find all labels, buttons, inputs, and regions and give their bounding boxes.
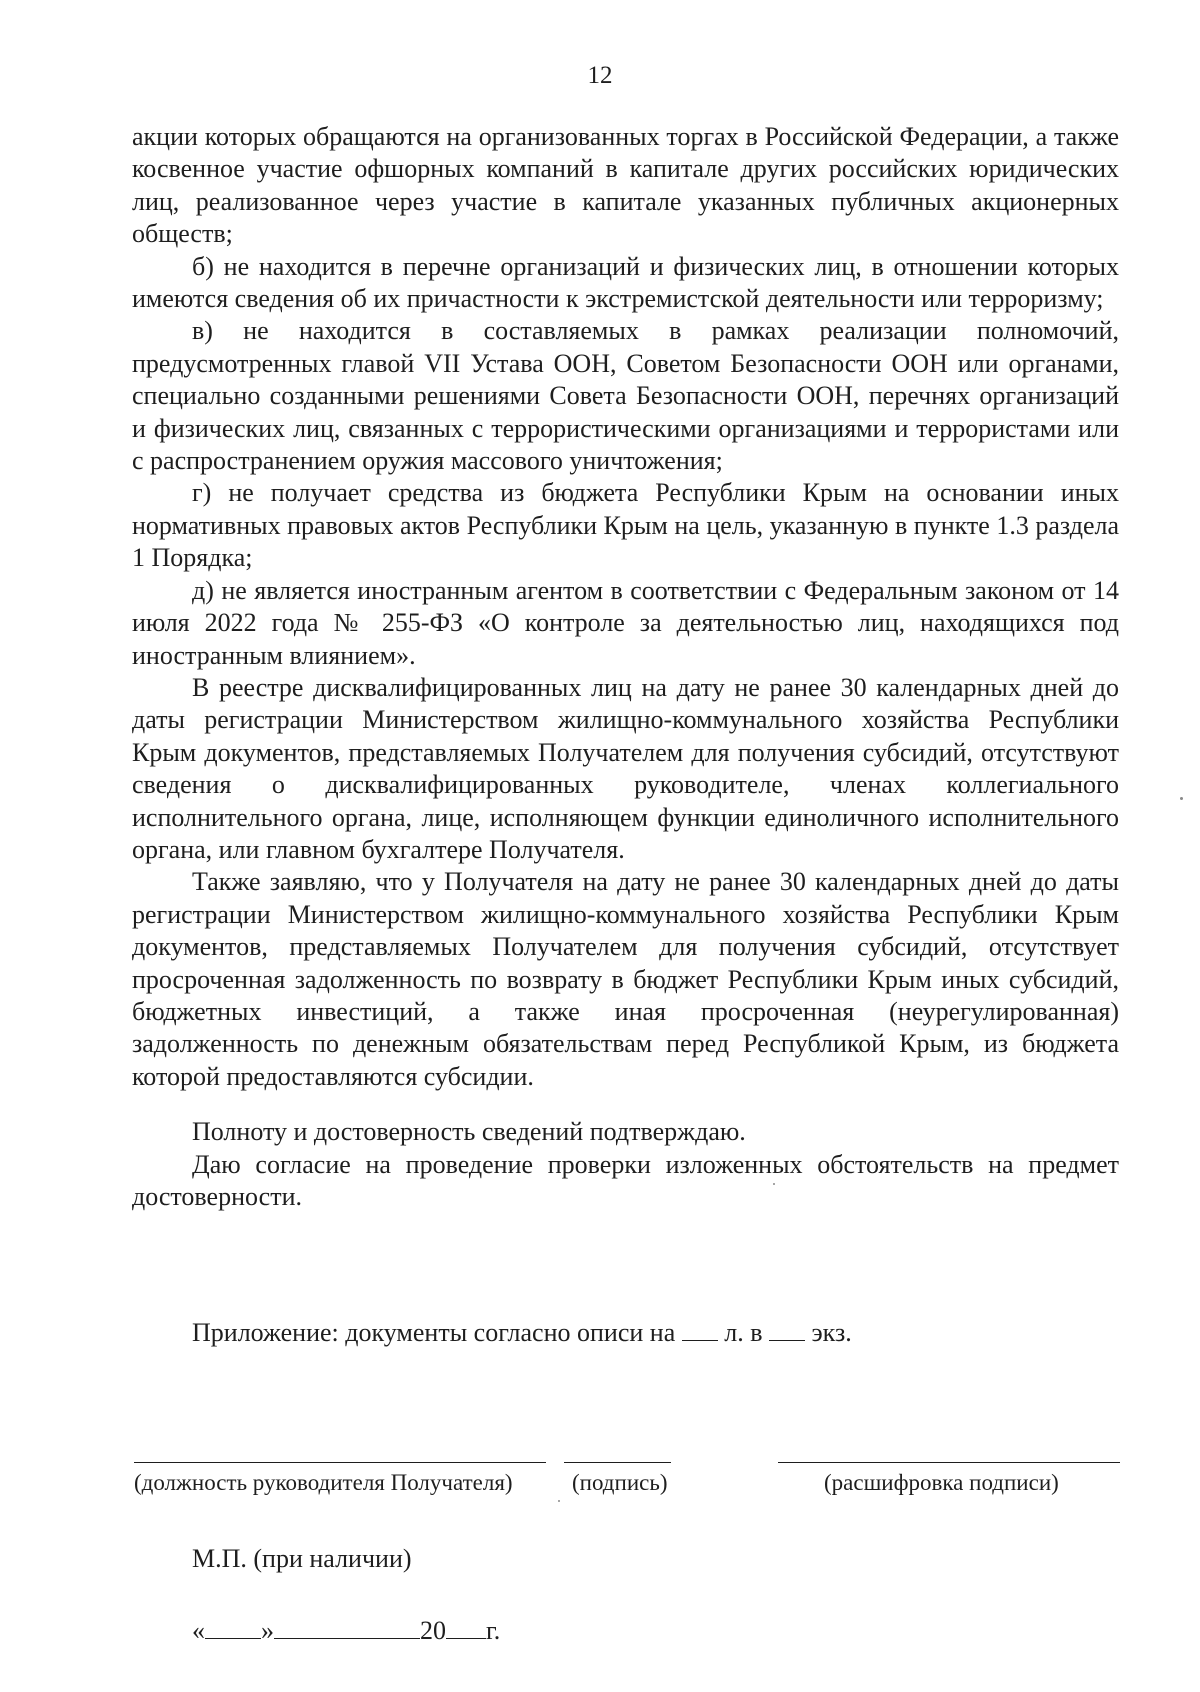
paragraph-disqualified-registry: В реестре дисквалифицированных лиц на дату не ранее 30 календарных дней до даты регистрации Министерством жилищно-коммунального хозяйства Республики Крым документов, представляемых Получателем для получения субсидий, отсутствуют сведения о дисквалифицированных руководителе, членах коллегиального исполнительного органа, лице, исполняющем функции единоличного исполнительного органа, или главном бухгалтере Получателя. <box>132 672 1119 864</box>
date-open-quote: « <box>192 1616 205 1645</box>
signature-caption: (подпись) <box>572 1470 668 1495</box>
consent-statement: Даю согласие на проведение проверки изложенных обстоятельств на предмет достоверности. <box>132 1149 1119 1211</box>
confirmation-statement: Полноту и достоверность сведений подтверждаю. <box>192 1117 746 1147</box>
sheets-count-field[interactable] <box>682 1318 718 1341</box>
signature-line[interactable] <box>564 1462 671 1463</box>
paragraph-item-b: б) не находится в перечне организаций и физических лиц, в отношении которых имеются сведения об их причастности к экстремистской деятельности или терроризму; <box>132 251 1119 314</box>
attachment-line <box>192 1318 852 1348</box>
paragraph-item-d: д) не является иностранным агентом в соответствии с Федеральным законом от 14 июля 2022 года № 255-ФЗ «О контроле за деятельностью лиц, находящихся под иностранным влиянием». <box>132 575 1119 670</box>
signature-decoding-line[interactable] <box>778 1462 1120 1463</box>
scan-speck <box>1180 797 1183 800</box>
sheets-suffix: л. в <box>724 1318 763 1347</box>
month-field[interactable] <box>274 1616 420 1639</box>
section-gap <box>132 1093 1119 1116</box>
copies-suffix: экз. <box>811 1318 852 1347</box>
year-suffix: г. <box>486 1616 501 1645</box>
date-line <box>192 1616 500 1646</box>
position-line[interactable] <box>134 1462 546 1463</box>
scan-speck <box>773 1183 775 1185</box>
year-prefix: 20 <box>420 1616 446 1645</box>
date-close-quote: » <box>261 1616 274 1645</box>
page-number: 12 <box>587 62 613 89</box>
attachment-label: Приложение: документы согласно описи на <box>192 1318 676 1347</box>
paragraph-item-v: в) не находится в составляемых в рамках реализации полномочий, предусмотренных главой VII Устава ООН, Советом Безопасности ООН или органами, специально созданными решениями Совета Безопасности ООН, перечнях организаций и физических лиц, связанных с террористическими организациями и террористами или с распространением оружия массового уничтожения; <box>132 316 1119 476</box>
year-field[interactable] <box>446 1616 486 1639</box>
day-field[interactable] <box>205 1616 261 1639</box>
copies-count-field[interactable] <box>769 1318 805 1341</box>
stamp-placeholder: М.П. (при наличии) <box>192 1544 412 1573</box>
paragraph-no-overdue-debt: Также заявляю, что у Получателя на дату не ранее 30 календарных дней до даты регистрации Министерством жилищно-коммунального хозяйства Республики Крым документов, представляемых Получателем для получения субсидий, отсутствует просроченная задолженность по возврату в бюджет Республики Крым иных субсидий, бюджетных инвестиций, а также иная просроченная (неурегулированная) задолженность по денежным обязательствам перед Республикой Крым, из бюджета которой предоставляются субсидии. <box>132 867 1119 1091</box>
paragraph-item-g: г) не получает средства из бюджета Республики Крым на основании иных нормативных правовых актов Республики Крым на цель, указанную в пункте 1.3 раздела 1 Порядка; <box>132 478 1119 573</box>
paragraph-continuation: акции которых обращаются на организованных торгах в Российской Федерации, а также косвенное участие офшорных компаний в капитале других российских юридических лиц, реализованное через участие в капитале указанных публичных акционерных обществ; <box>132 122 1119 249</box>
position-caption: (должность руководителя Получателя) <box>134 1470 513 1495</box>
decoding-caption: (расшифровка подписи) <box>824 1470 1059 1495</box>
document-body <box>132 121 1119 1213</box>
scan-speck <box>558 1500 560 1502</box>
